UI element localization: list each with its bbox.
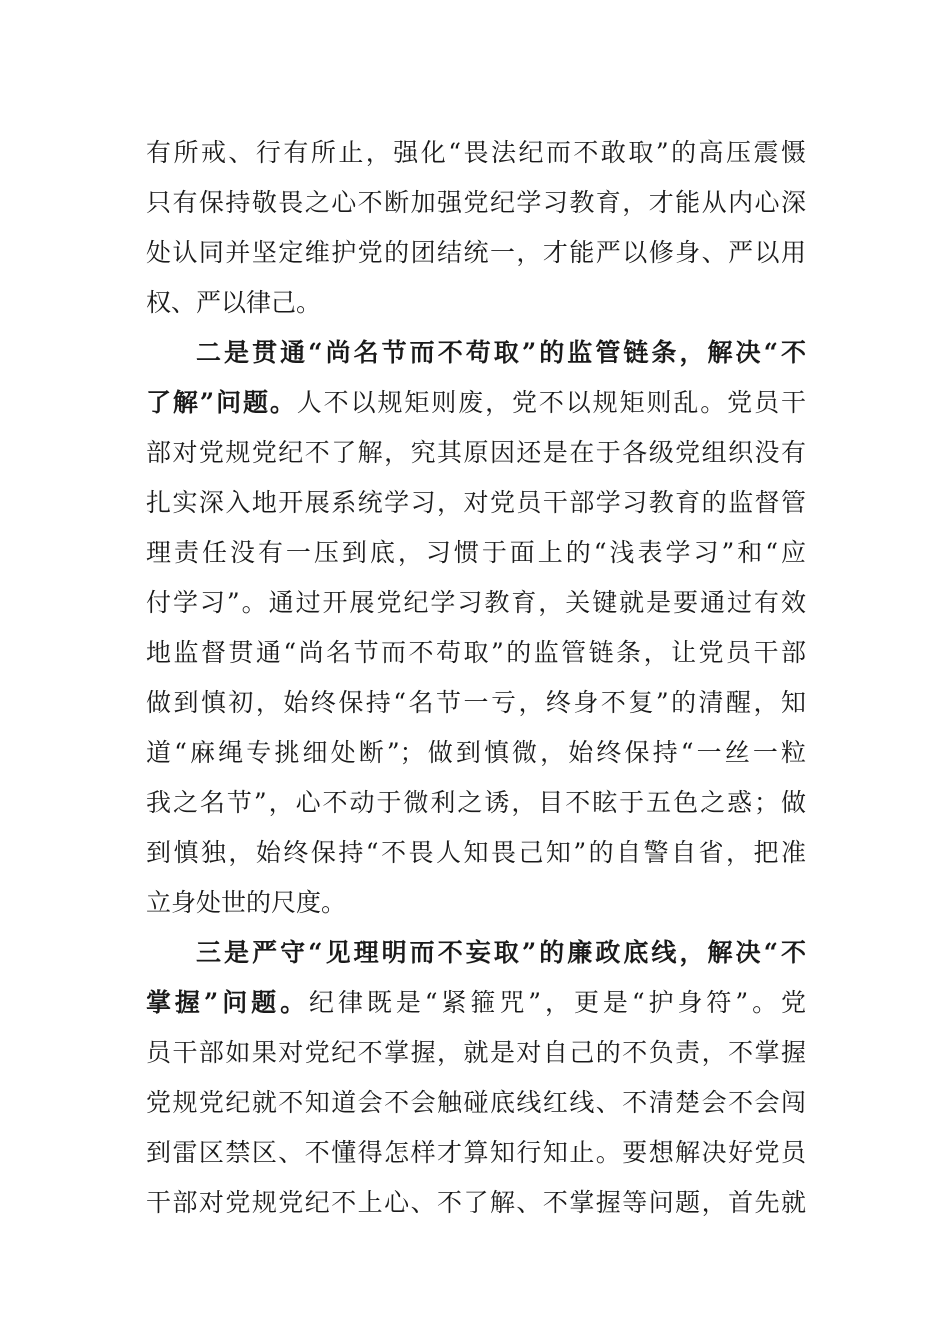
paragraph-2-line-10 — [146, 778, 806, 828]
text-run: 部对党规党纪不了解，究其原因还是在于各级党组织没有 — [146, 438, 806, 467]
text-run: 权、严以律己。 — [146, 288, 322, 317]
paragraph-2-line-5 — [146, 528, 806, 578]
text-run: 到慎独，始终保持“不畏人知畏己知”的自警自省，把准 — [146, 838, 806, 867]
text-run: 员干部如果对党纪不掌握，就是对自己的不负责，不掌握 — [146, 1038, 806, 1067]
paragraph-2-line-3 — [146, 428, 806, 478]
paragraph-heading-text: 三是严守“见理明而不妄取”的廉政底线，解决“不 — [196, 938, 806, 967]
text-run: 立身处世的尺度。 — [146, 888, 347, 917]
paragraph-3-line-1 — [146, 928, 806, 978]
text-run: 地监督贯通“尚名节而不苟取”的监管链条，让党员干部 — [146, 638, 806, 667]
text-run: 干部对党规党纪不上心、不了解、不掌握等问题，首先就 — [146, 1188, 806, 1217]
paragraph-1-line-2 — [146, 178, 806, 228]
text-run: 党规党纪就不知道会不会触碰底线红线、不清楚会不会闯 — [146, 1088, 806, 1117]
text-run: 做到慎初，始终保持“名节一亏，终身不复”的清醒，知 — [146, 688, 806, 717]
paragraph-2-line-11 — [146, 828, 806, 878]
paragraph-3-line-2 — [146, 978, 806, 1028]
paragraph-2-line-4 — [146, 478, 806, 528]
paragraph-2-line-6 — [146, 578, 806, 628]
paragraph-3-line-6 — [146, 1178, 806, 1228]
text-run: 理责任没有一压到底，习惯于面上的“浅表学习”和“应 — [146, 538, 806, 567]
paragraph-heading-text: 了解”问题。 — [146, 388, 297, 417]
paragraph-3-line-4 — [146, 1078, 806, 1128]
document-body — [146, 128, 806, 1228]
text-run: 人不以规矩则废，党不以规矩则乱。党员干 — [296, 388, 806, 417]
text-run: 付学习”。通过开展党纪学习教育，关键就是要通过有效 — [146, 588, 806, 617]
paragraph-2-line-2 — [146, 378, 806, 428]
paragraph-2-line-8 — [146, 678, 806, 728]
paragraph-1-line-3 — [146, 228, 806, 278]
paragraph-2-line-12 — [146, 878, 806, 928]
paragraph-2-line-9 — [146, 728, 806, 778]
paragraph-1-line-1 — [146, 128, 806, 178]
paragraph-heading-text: 掌握”问题。 — [146, 988, 310, 1017]
text-run: 道“麻绳专挑细处断”；做到慎微，始终保持“一丝一粒 — [146, 738, 806, 767]
paragraph-2-line-7 — [146, 628, 806, 678]
paragraph-3-line-3 — [146, 1028, 806, 1078]
paragraph-3-line-5 — [146, 1128, 806, 1178]
text-run: 只有保持敬畏之心不断加强党纪学习教育，才能从内心深 — [146, 188, 806, 217]
paragraph-heading-text: 二是贯通“尚名节而不苟取”的监管链条，解决“不 — [196, 338, 806, 367]
paragraph-1-line-4 — [146, 278, 806, 328]
text-run: 扎实深入地开展系统学习，对党员干部学习教育的监督管 — [146, 488, 806, 517]
text-run: 纪律既是“紧箍咒”，更是“护身符”。党 — [309, 988, 807, 1017]
text-run: 处认同并坚定维护党的团结统一，才能严以修身、严以用 — [146, 238, 806, 267]
paragraph-2-line-1 — [146, 328, 806, 378]
text-run: 到雷区禁区、不懂得怎样才算知行知止。要想解决好党员 — [146, 1138, 806, 1167]
text-run: 有所戒、行有所止，强化“畏法纪而不敢取”的高压震慑 — [146, 138, 806, 167]
text-run: 我之名节”，心不动于微利之诱，目不眩于五色之惑；做 — [146, 788, 806, 817]
